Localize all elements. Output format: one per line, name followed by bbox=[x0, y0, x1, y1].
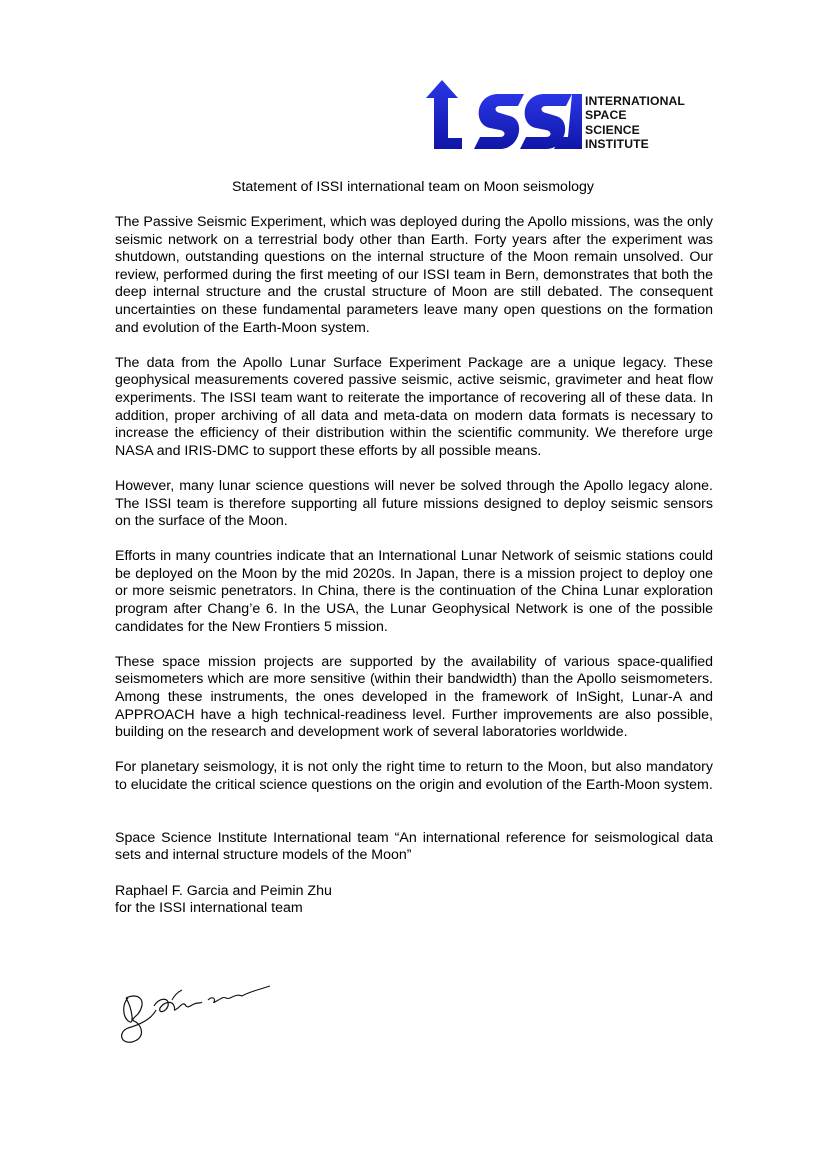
author-block bbox=[115, 883, 713, 918]
issi-logo-mark-icon bbox=[426, 80, 582, 156]
paragraph: The Passive Seismic Experiment, which was deployed during the Apollo missions, was the only seismic network on a terrestrial body other than Earth. Forty years after the experiment was shutdown, outstanding questions on the internal structure of the Moon remain unsolved. Our review, performed during the first meeting of our ISSI team in Bern, demonstrates that both the deep internal structure and the crustal structure of Moon are still debated. The consequent uncertainties on these fundamental parameters leave many open questions on the formation and evolution of the Earth-Moon system. bbox=[115, 214, 713, 336]
authors-names: Raphael F. Garcia and Peimin Zhu bbox=[115, 882, 332, 899]
issi-logo bbox=[426, 80, 696, 156]
logo-line: SPACE bbox=[585, 108, 627, 123]
logo-line: INTERNATIONAL bbox=[585, 94, 685, 108]
logo-line: SCIENCE bbox=[585, 122, 640, 137]
handwritten-signature-icon bbox=[112, 978, 274, 1052]
paragraph: These space mission projects are supported by the availability of various space-qualified seismometers which are more sensitive (within their bandwidth) than the Apollo seismometers. Among these instruments, the ones developed in the framework of InSight, Lunar-A and APPROACH have a high technical-readiness level. Further improvements are also possible, building on the research and development work of several laboratories worldwide. bbox=[115, 653, 713, 741]
document-title: Statement of ISSI international team on Moon seismology bbox=[232, 179, 594, 195]
paragraph: However, many lunar science questions will never be solved through the Apollo legacy alone. The ISSI team is therefore supporting all future missions designed to deploy seismic sensors on the surface of the Moon. bbox=[115, 477, 713, 530]
team-statement: Space Science Institute International team “An international reference for seismological data sets and internal structure models of the Moon” bbox=[115, 829, 713, 864]
logo-wordmark bbox=[585, 94, 685, 152]
logo-line: INSTITUTE bbox=[585, 137, 649, 152]
authors-affiliation: for the ISSI international team bbox=[115, 900, 303, 917]
paragraph: Efforts in many countries indicate that an International Lunar Network of seismic stations could be deployed on the Moon by the mid 2020s. In Japan, there is a mission project to deploy one or more seismic penetrators. In China, there is the continuation of the China Lunar exploration program after Chang’e 6. In the USA, the Lunar Geophysical Network is one of the possible candidates for the New Frontiers 5 mission. bbox=[115, 548, 713, 635]
document-body bbox=[115, 214, 713, 918]
paragraph: For planetary seismology, it is not only the right time to return to the Moon, but also mandatory to elucidate the critical science questions on the origin and evolution of the Earth-Moon system. bbox=[115, 759, 713, 793]
paragraph: The data from the Apollo Lunar Surface Experiment Package are a unique legacy. These geophysical measurements covered passive seismic, active seismic, gravimeter and heat flow experiments. The ISSI team want to reiterate the importance of recovering all of these data. In addition, proper archiving of all data and meta-data on modern data formats is necessary to increase the efficiency of their distribution within the scientific community. We therefore urge NASA and IRIS-DMC to support these efforts by all possible means. bbox=[115, 354, 713, 459]
